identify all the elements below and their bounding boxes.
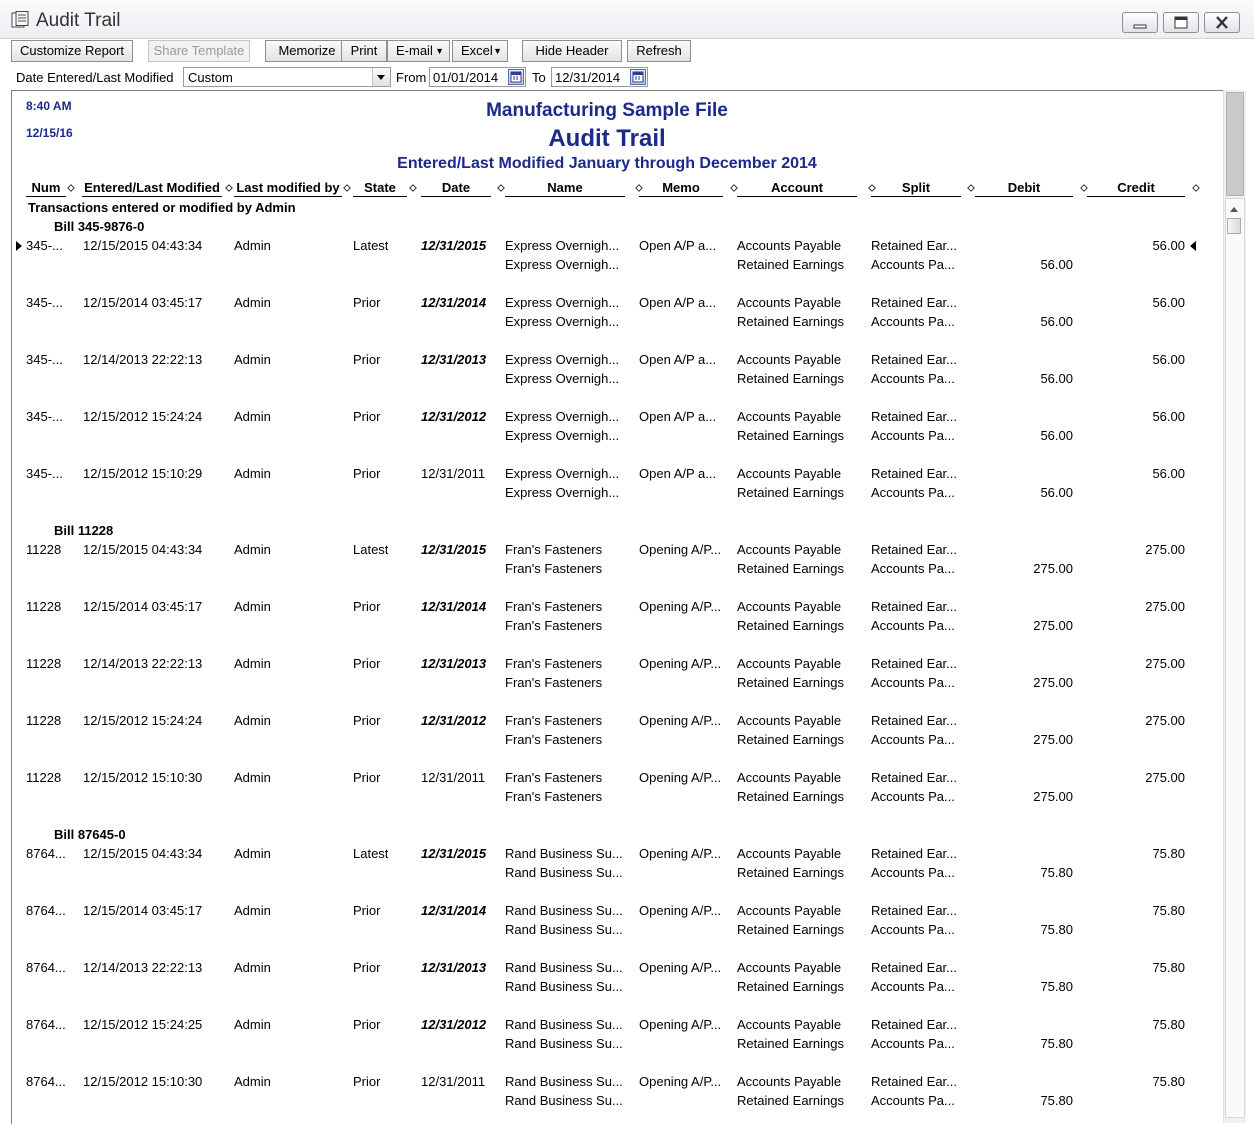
cell-debit: 275.00 [1033,732,1073,747]
column-resize-icon[interactable] [67,184,75,192]
report-time: 8:40 AM [26,99,72,113]
cell-acct1: Accounts Payable [737,713,842,728]
cell-acct1: Accounts Payable [737,409,842,424]
cell-modified: 12/15/2012 15:24:24 [83,409,203,424]
cell-name1: Fran's Fasteners [505,542,603,557]
cell-modified: 12/15/2012 15:24:24 [83,713,203,728]
cell-state: Prior [353,599,381,614]
cell-credit: 275.00 [1145,599,1185,614]
cell-debit: 275.00 [1033,675,1073,690]
cell-memo: Opening A/P... [639,903,722,918]
cell-debit: 56.00 [1040,314,1073,329]
cell-num: 11228 [26,599,62,614]
cell-credit: 56.00 [1152,466,1185,481]
cell-split1: Retained Ear... [871,466,957,481]
cell-acct2: Retained Earnings [737,1093,844,1108]
calendar-icon[interactable] [630,69,646,85]
cell-state: Prior [353,409,381,424]
cell-num: 8764... [26,960,66,975]
filter-bar [11,66,1243,90]
cell-date: 12/31/2014 [421,599,487,614]
cell-modified: 12/15/2014 03:45:17 [83,295,203,310]
cell-modified: 12/15/2012 15:10:29 [83,466,203,481]
cell-acct1: Accounts Payable [737,352,842,367]
to-date-value: 12/31/2014 [555,70,621,85]
cell-memo: Opening A/P... [639,960,722,975]
cell-date: 12/31/2013 [421,960,487,975]
cell-date: 12/31/2012 [421,713,487,728]
cell-by: Admin [234,409,271,424]
cell-name1: Express Overnigh... [505,409,620,424]
cell-credit: 75.80 [1152,1074,1185,1089]
cell-name2: Fran's Fasteners [505,732,603,747]
cell-acct1: Accounts Payable [737,238,842,253]
customize-report-button[interactable]: Customize Report [11,40,133,62]
cell-credit: 275.00 [1145,542,1185,557]
cell-by: Admin [234,466,271,481]
cell-date: 12/31/2015 [421,542,487,557]
cell-name2: Rand Business Su... [505,922,623,937]
cell-split1: Retained Ear... [871,1017,957,1032]
email-menu-button[interactable] [387,40,450,62]
cell-debit: 75.80 [1040,979,1073,994]
cell-credit: 275.00 [1145,656,1185,671]
cell-credit: 56.00 [1152,295,1185,310]
col-header-num[interactable]: Num [26,180,66,197]
cell-state: Prior [353,1074,381,1089]
cell-acct1: Accounts Payable [737,295,842,310]
group-label: Bill 87645-0 [54,827,126,842]
cell-name1: Fran's Fasteners [505,713,603,728]
row-pointer-icon [16,241,22,251]
date-filter-label: Date Entered/Last Modified [16,70,174,85]
report-window-icon [11,11,29,29]
cell-modified: 12/15/2014 03:45:17 [83,903,203,918]
cell-state: Prior [353,1017,381,1032]
cell-num: 345-... [26,352,63,367]
cell-acct1: Accounts Payable [737,960,842,975]
scroll-track[interactable] [1225,198,1245,1118]
cell-split2: Accounts Pa... [871,257,955,272]
scroll-thumb[interactable] [1226,92,1244,196]
cell-split1: Retained Ear... [871,903,957,918]
from-date-field[interactable] [429,67,526,87]
cell-name2: Rand Business Su... [505,865,623,880]
cell-memo: Open A/P a... [639,295,717,310]
cell-modified: 12/15/2015 04:43:34 [83,542,203,557]
section-label: Transactions entered or modified by Admin [28,200,296,215]
to-date-field[interactable] [551,67,648,87]
cell-name2: Express Overnigh... [505,257,620,272]
window-title: Audit Trail [36,10,121,31]
cell-memo: Open A/P a... [639,409,717,424]
refresh-button[interactable]: Refresh [627,40,691,62]
cell-split2: Accounts Pa... [871,485,955,500]
cell-date: 12/31/2011 [421,466,486,481]
cell-name2: Express Overnigh... [505,485,620,500]
cell-state: Prior [353,960,381,975]
cell-name1: Express Overnigh... [505,352,620,367]
cell-by: Admin [234,903,271,918]
cell-debit: 75.80 [1040,865,1073,880]
cell-modified: 12/15/2012 15:24:25 [83,1017,203,1032]
cell-name1: Express Overnigh... [505,466,620,481]
report-date: 12/15/16 [26,126,73,140]
cell-by: Admin [234,238,271,253]
cell-credit: 75.80 [1152,903,1185,918]
col-header-memo[interactable]: Memo [639,180,723,197]
cell-name2: Fran's Fasteners [505,618,603,633]
cell-state: Prior [353,295,381,310]
cell-name2: Express Overnigh... [505,428,620,443]
cell-name1: Rand Business Su... [505,1017,623,1032]
cell-credit: 56.00 [1152,238,1185,253]
close-icon [1214,16,1230,30]
cell-num: 8764... [26,1074,66,1089]
cell-debit: 56.00 [1040,428,1073,443]
cell-debit: 56.00 [1040,371,1073,386]
cell-name2: Fran's Fasteners [505,789,603,804]
cell-debit: 56.00 [1040,485,1073,500]
cell-credit: 75.80 [1152,846,1185,861]
cell-split2: Accounts Pa... [871,865,955,880]
cell-date: 12/31/2011 [421,770,486,785]
cell-credit: 275.00 [1145,713,1185,728]
cell-modified: 12/15/2015 04:43:34 [83,238,203,253]
cell-num: 8764... [26,903,66,918]
cell-acct1: Accounts Payable [737,770,842,785]
cell-name2: Express Overnigh... [505,371,620,386]
cell-split2: Accounts Pa... [871,1036,955,1051]
cell-num: 11228 [26,770,62,785]
column-resize-icon[interactable] [868,184,876,192]
cell-memo: Open A/P a... [639,352,717,367]
cell-split2: Accounts Pa... [871,428,955,443]
cell-split1: Retained Ear... [871,770,957,785]
cell-num: 345-... [26,295,63,310]
col-header-debit[interactable]: Debit [975,180,1073,197]
cell-acct2: Retained Earnings [737,865,844,880]
cell-state: Prior [353,466,381,481]
col-header-credit[interactable]: Credit [1087,180,1185,197]
email-dropdown-icon: ▼ [435,46,444,56]
cell-memo: Opening A/P... [639,770,722,785]
group-label: Bill 345-9876-0 [54,219,145,234]
cell-date: 12/31/2014 [421,295,487,310]
cell-split1: Retained Ear... [871,542,957,557]
column-resize-icon[interactable] [1192,184,1200,192]
cell-name1: Fran's Fasteners [505,656,603,671]
cell-num: 345-... [26,409,63,424]
cell-modified: 12/15/2015 04:43:34 [83,846,203,861]
cell-debit: 275.00 [1033,789,1073,804]
cell-name2: Express Overnigh... [505,314,620,329]
col-header-date[interactable]: Date [421,180,491,197]
calendar-icon[interactable] [508,69,524,85]
cell-name2: Rand Business Su... [505,1093,623,1108]
cell-num: 345-... [26,466,63,481]
cell-date: 12/31/2011 [421,1074,486,1089]
vertical-scrollbar[interactable] [1223,90,1246,1123]
col-header-account[interactable]: Account [737,180,857,197]
date-range-value: Custom [188,70,233,85]
column-resize-icon[interactable] [225,184,233,192]
cell-split1: Retained Ear... [871,295,957,310]
cell-debit: 275.00 [1033,561,1073,576]
cell-by: Admin [234,599,271,614]
cell-modified: 12/14/2013 22:22:13 [83,960,203,975]
excel-dropdown-icon: ▼ [493,46,502,56]
cell-split1: Retained Ear... [871,238,957,253]
from-label: From [396,70,427,85]
cell-split2: Accounts Pa... [871,979,955,994]
column-resize-icon[interactable] [497,184,505,192]
cell-acct1: Accounts Payable [737,542,842,557]
cell-acct2: Retained Earnings [737,922,844,937]
from-date-value: 01/01/2014 [433,70,499,85]
cell-acct2: Retained Earnings [737,428,844,443]
cell-by: Admin [234,352,271,367]
cell-debit: 56.00 [1040,257,1073,272]
cell-by: Admin [234,713,271,728]
group-label: Bill 11228 [54,523,114,538]
cell-split2: Accounts Pa... [871,618,955,633]
cell-memo: Opening A/P... [639,846,722,861]
report-subtitle: Entered/Last Modified January through December 2014 [397,155,817,172]
cell-acct2: Retained Earnings [737,618,844,633]
excel-menu-button[interactable] [452,40,508,62]
cell-modified: 12/14/2013 22:22:13 [83,352,203,367]
hide-header-button[interactable]: Hide Header [522,40,622,62]
cell-split1: Retained Ear... [871,1074,957,1089]
cell-by: Admin [234,656,271,671]
cell-name1: Fran's Fasteners [505,770,603,785]
title-bar [0,0,1254,39]
cell-memo: Opening A/P... [639,599,722,614]
cell-split2: Accounts Pa... [871,732,955,747]
cell-name1: Rand Business Su... [505,903,623,918]
cell-by: Admin [234,960,271,975]
cell-debit: 75.80 [1040,1093,1073,1108]
cell-name1: Fran's Fasteners [505,599,603,614]
cell-acct1: Accounts Payable [737,656,842,671]
cell-num: 11228 [26,542,62,557]
cell-memo: Opening A/P... [639,1074,722,1089]
cell-name2: Rand Business Su... [505,979,623,994]
cell-acct1: Accounts Payable [737,1074,842,1089]
cell-split1: Retained Ear... [871,352,957,367]
col-header-split[interactable]: Split [871,180,961,197]
cell-split1: Retained Ear... [871,409,957,424]
cell-acct2: Retained Earnings [737,1036,844,1051]
cell-num: 345-... [26,238,63,253]
cell-date: 12/31/2014 [421,903,487,918]
cell-acct2: Retained Earnings [737,485,844,500]
column-resize-icon[interactable] [343,184,351,192]
cell-split2: Accounts Pa... [871,314,955,329]
cell-state: Prior [353,770,381,785]
cell-split1: Retained Ear... [871,713,957,728]
to-label: To [532,70,546,85]
excel-label: Excel [461,43,493,58]
cell-date: 12/31/2015 [421,238,487,253]
cell-name1: Express Overnigh... [505,295,620,310]
cell-num: 8764... [26,846,66,861]
column-resize-icon[interactable] [635,184,643,192]
cell-num: 8764... [26,1017,66,1032]
cell-split2: Accounts Pa... [871,1093,955,1108]
cell-acct1: Accounts Payable [737,846,842,861]
company-name: Manufacturing Sample File [486,100,728,121]
cell-split1: Retained Ear... [871,599,957,614]
cell-date: 12/31/2013 [421,656,487,671]
cell-acct1: Accounts Payable [737,1017,842,1032]
cell-by: Admin [234,542,271,557]
cell-by: Admin [234,770,271,785]
cell-name1: Rand Business Su... [505,960,623,975]
scroll-grip[interactable] [1227,218,1241,234]
cell-credit: 75.80 [1152,1017,1185,1032]
cell-by: Admin [234,295,271,310]
column-resize-icon[interactable] [1080,184,1088,192]
cell-memo: Open A/P a... [639,466,717,481]
cell-by: Admin [234,1017,271,1032]
col-header-name[interactable]: Name [505,180,625,197]
column-resize-icon[interactable] [409,184,417,192]
cell-memo: Opening A/P... [639,713,722,728]
cell-acct1: Accounts Payable [737,599,842,614]
report-title: Audit Trail [548,125,666,152]
cell-memo: Open A/P a... [639,238,717,253]
cell-acct1: Accounts Payable [737,466,842,481]
cell-debit: 75.80 [1040,922,1073,937]
cell-split1: Retained Ear... [871,846,957,861]
share-template-button[interactable]: Share Template [148,40,250,62]
cell-modified: 12/15/2014 03:45:17 [83,599,203,614]
cell-date: 12/31/2012 [421,409,487,424]
cell-acct2: Retained Earnings [737,371,844,386]
cell-state: Latest [353,542,389,557]
cell-credit: 75.80 [1152,960,1185,975]
cell-state: Latest [353,238,389,253]
cell-state: Prior [353,352,381,367]
cell-num: 11228 [26,713,62,728]
report-toolbar [11,40,1243,64]
cell-split1: Retained Ear... [871,656,957,671]
cell-state: Prior [353,656,381,671]
row-pointer-icon [1190,241,1196,251]
cell-by: Admin [234,846,271,861]
cell-acct2: Retained Earnings [737,257,844,272]
cell-credit: 56.00 [1152,409,1185,424]
column-resize-icon[interactable] [967,184,975,192]
cell-acct2: Retained Earnings [737,979,844,994]
date-range-select[interactable] [183,67,391,87]
cell-debit: 275.00 [1033,618,1073,633]
cell-name2: Rand Business Su... [505,1036,623,1051]
scroll-up-icon[interactable] [1227,204,1241,214]
cell-state: Latest [353,846,389,861]
cell-acct2: Retained Earnings [737,314,844,329]
cell-by: Admin [234,1074,271,1089]
chevron-down-icon[interactable] [372,68,390,86]
cell-name2: Fran's Fasteners [505,561,603,576]
col-header-entered[interactable]: Entered/Last Modified [82,180,222,197]
cell-split2: Accounts Pa... [871,675,955,690]
cell-modified: 12/15/2012 15:10:30 [83,1074,203,1089]
minimize-icon [1132,16,1148,30]
email-label: E-mail [396,43,433,58]
cell-acct2: Retained Earnings [737,675,844,690]
cell-credit: 275.00 [1145,770,1185,785]
memorize-button[interactable]: Memorize [265,40,349,62]
cell-split1: Retained Ear... [871,960,957,975]
cell-acct1: Accounts Payable [737,903,842,918]
cell-split2: Accounts Pa... [871,789,955,804]
cell-memo: Opening A/P... [639,1017,722,1032]
maximize-button[interactable] [1163,12,1199,33]
cell-acct2: Retained Earnings [737,732,844,747]
cell-debit: 75.80 [1040,1036,1073,1051]
cell-name1: Rand Business Su... [505,1074,623,1089]
col-header-modified-by[interactable]: Last modified by [234,180,342,197]
cell-date: 12/31/2012 [421,1017,487,1032]
cell-name2: Fran's Fasteners [505,675,603,690]
print-button[interactable]: Print [341,40,387,62]
report-area[interactable] [11,90,1224,1124]
cell-num: 11228 [26,656,62,671]
cell-state: Prior [353,903,381,918]
cell-state: Prior [353,713,381,728]
close-button[interactable] [1204,12,1240,33]
cell-modified: 12/14/2013 22:22:13 [83,656,203,671]
cell-split2: Accounts Pa... [871,561,955,576]
cell-memo: Opening A/P... [639,656,722,671]
cell-acct2: Retained Earnings [737,561,844,576]
col-header-state[interactable]: State [353,180,407,197]
column-resize-icon[interactable] [730,184,738,192]
cell-split2: Accounts Pa... [871,922,955,937]
minimize-button[interactable] [1122,12,1158,33]
cell-name1: Express Overnigh... [505,238,620,253]
cell-date: 12/31/2013 [421,352,487,367]
cell-date: 12/31/2015 [421,846,487,861]
maximize-icon [1173,16,1189,30]
cell-credit: 56.00 [1152,352,1185,367]
cell-memo: Opening A/P... [639,542,722,557]
cell-name1: Rand Business Su... [505,846,623,861]
cell-acct2: Retained Earnings [737,789,844,804]
cell-split2: Accounts Pa... [871,371,955,386]
cell-modified: 12/15/2012 15:10:30 [83,770,203,785]
